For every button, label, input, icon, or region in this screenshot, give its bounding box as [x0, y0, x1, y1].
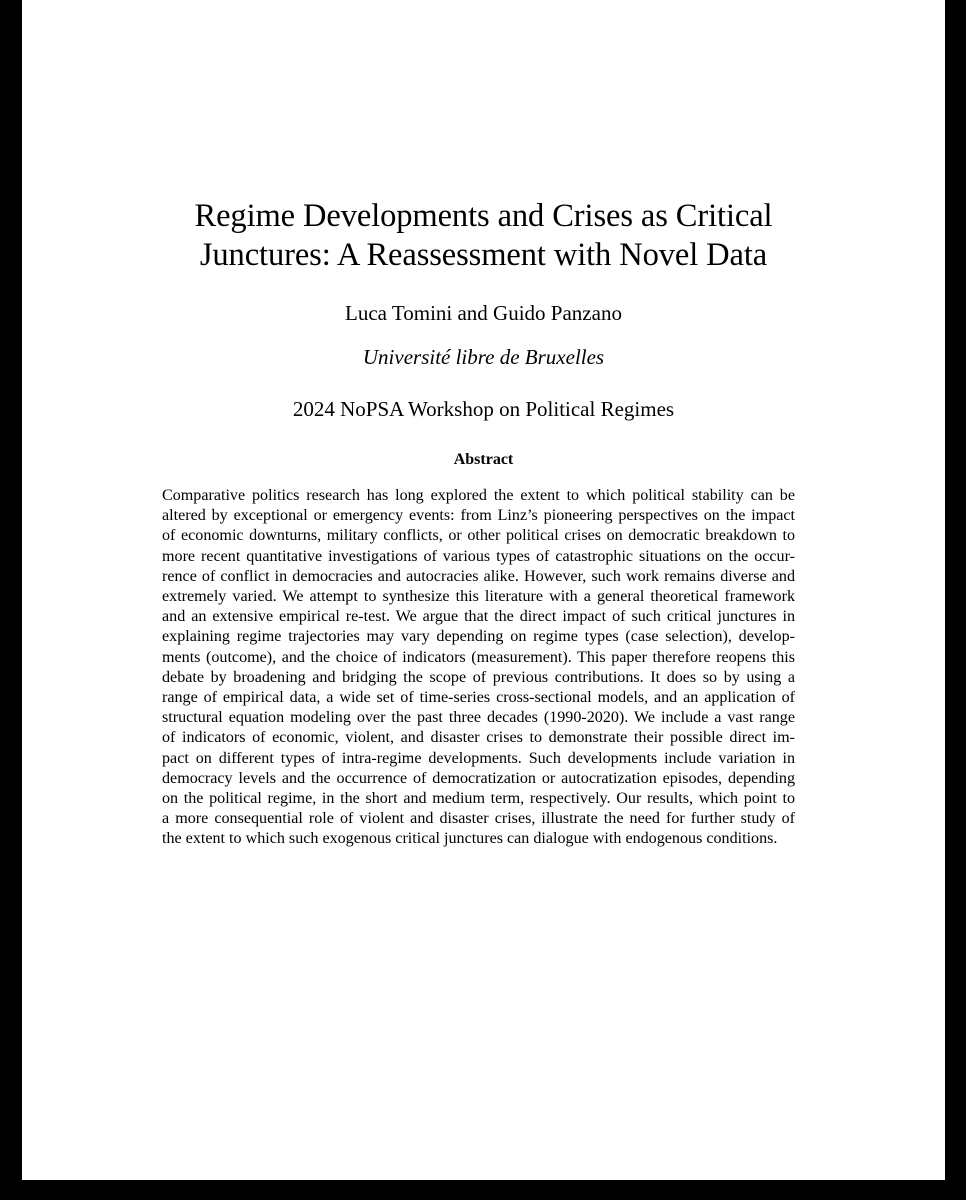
abstract-line: of economic downturns, military conflicts, or other political crises on democratic breakdown to: [162, 527, 795, 545]
paper-venue: 2024 NoPSA Workshop on Political Regimes: [292, 397, 675, 421]
abstract-line: extremely varied. We attempt to synthesize this literature with a general theoretical framework: [162, 588, 795, 606]
abstract-line: altered by exceptional or emergency events: from Linz’s pioneering perspectives on the impact: [162, 507, 795, 525]
abstract-line: and an extensive empirical re-test. We argue that the direct impact of such critical junctures in: [162, 608, 795, 626]
abstract-line: more recent quantitative investigations of various types of catastrophic situations on the occur-: [162, 547, 795, 565]
abstract-line: the extent to which such exogenous critical junctures can dialogue with endogenous conditions.: [162, 830, 778, 848]
abstract-line: pact on different types of intra-regime developments. Such developments include variation in: [162, 749, 795, 767]
abstract-line: Comparative politics research has long explored the extent to which political stability can be: [162, 487, 795, 504]
paper-title: [22, 197, 945, 275]
abstract-heading: Abstract: [453, 451, 514, 468]
paper-authors: Luca Tomini and Guido Panzano: [345, 301, 622, 325]
abstract-line: range of empirical data, a wide set of time-series cross-sectional models, and an application of: [162, 689, 795, 707]
abstract-line: ments (outcome), and the choice of indicators (measurement). This paper therefore reopens this: [162, 648, 795, 666]
abstract-line: democracy levels and the occurrence of democratization or autocratization episodes, depending: [162, 769, 795, 787]
abstract-line: on the political regime, in the short and medium term, respectively. Our results, which point to: [162, 790, 795, 808]
abstract-line: explaining regime trajectories may vary depending on regime types (case selection), develop-: [162, 628, 795, 646]
paper-title-line: Junctures: A Reassessment with Novel Data: [199, 237, 768, 273]
paper-affiliation: Université libre de Bruxelles: [362, 345, 605, 369]
paper-title-line: Regime Developments and Crises as Critical: [194, 198, 773, 234]
abstract-line: debate by broadening and bridging the scope of previous contributions. It does so by using a: [162, 668, 795, 686]
abstract-line: a more consequential role of violent and disaster crises, illustrate the need for further study of: [162, 810, 795, 828]
abstract-line: of indicators of economic, violent, and disaster crises to demonstrate their possible direct im-: [162, 729, 795, 747]
abstract-line: rence of conflict in democracies and autocracies alike. However, such work remains diverse and: [162, 567, 795, 585]
abstract-body: [162, 486, 795, 850]
paper-page: [22, 0, 945, 1180]
abstract-line: structural equation modeling over the past three decades (1990-2020). We include a vast range: [162, 709, 795, 727]
